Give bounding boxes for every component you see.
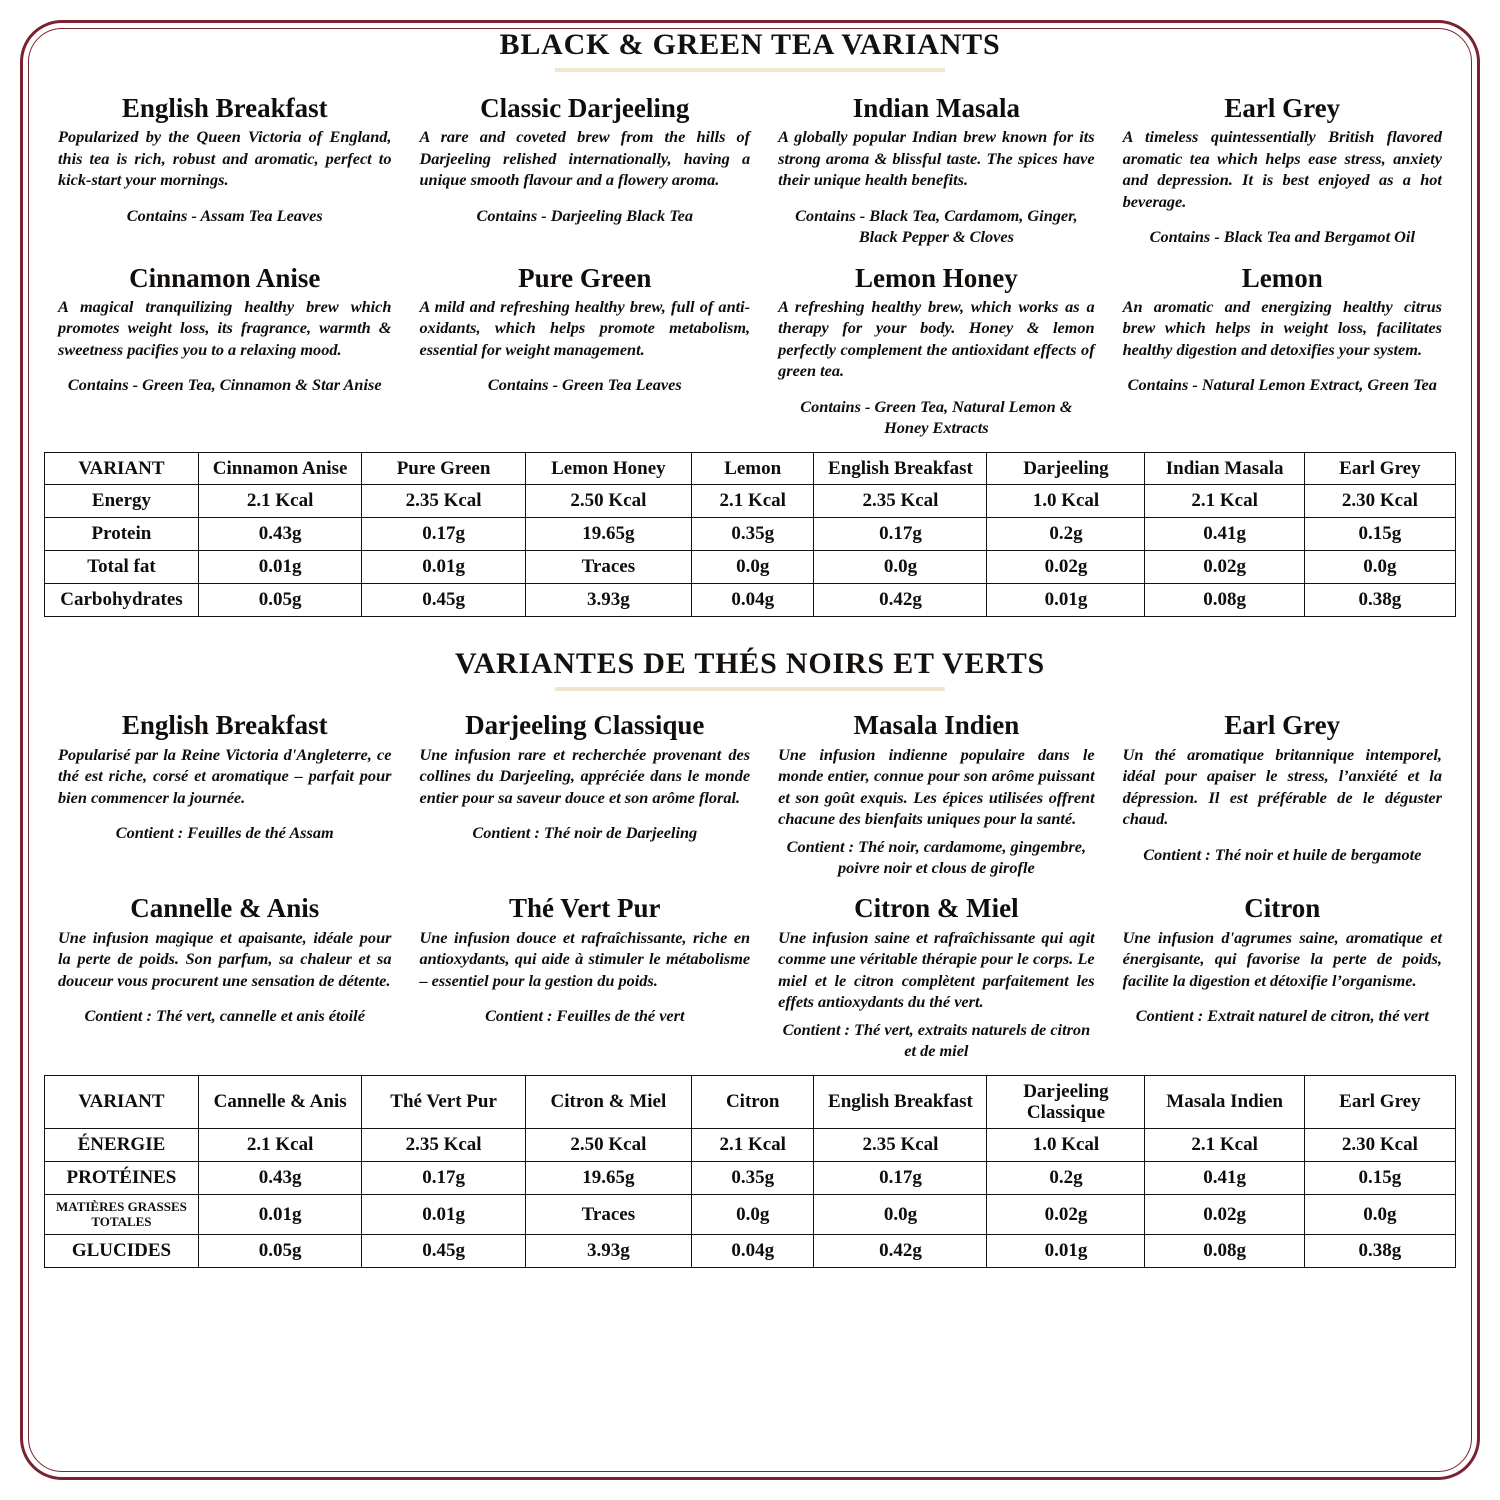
table-row: [45, 584, 1456, 617]
table-cell: 0.0g: [814, 551, 987, 584]
table-cell: 2.1 Kcal: [691, 485, 813, 518]
table-cell: 2.1 Kcal: [198, 485, 361, 518]
table-cell: 0.01g: [198, 1195, 361, 1235]
table-cell: 0.02g: [1145, 1195, 1304, 1235]
table-cell: 0.43g: [198, 1162, 361, 1195]
table-cell: 2.35 Kcal: [814, 485, 987, 518]
tea-card-earl-grey: [1109, 94, 1456, 248]
table-header-cell: VARIANT: [45, 453, 199, 485]
tea-name: English Breakfast: [121, 93, 328, 123]
table-cell: 0.01g: [987, 584, 1145, 617]
table-cell: 0.08g: [1145, 1234, 1304, 1267]
tea-card-english-breakfast-fr: [44, 711, 405, 878]
table-row-label: ÉNERGIE: [45, 1129, 199, 1162]
table-row: [45, 1162, 1456, 1195]
tea-name: Citron & Miel: [854, 893, 1019, 924]
table-row-label: PROTÉINES: [45, 1162, 199, 1195]
table-cell: 2.35 Kcal: [814, 1129, 987, 1162]
tea-name: Pure Green: [518, 262, 652, 293]
tea-name: Masala Indien: [853, 710, 1020, 741]
table-header-cell: Cannelle & Anis: [198, 1075, 361, 1129]
table-cell: 2.35 Kcal: [362, 1129, 525, 1162]
table-cell: 2.1 Kcal: [1145, 485, 1304, 518]
tea-description: Une infusion rare et recherchée provenant des collines du Darjeeling, appréciée dans le monde entier pour sa saveur douce et son arôme floral.: [419, 744, 751, 807]
table-cell: 0.0g: [691, 1195, 813, 1235]
table-cell: 0.42g: [814, 1234, 987, 1267]
tea-description: Une infusion d'agrumes saine, aromatique et énergisante, qui favorise la perte de poids, facilite la digestion et détoxifie l’organisme.: [1122, 927, 1442, 990]
table-header-cell: VARIANT: [45, 1075, 199, 1129]
tea-name: Earl Grey: [1224, 93, 1341, 123]
table-header-cell: Thé Vert Pur: [362, 1075, 525, 1129]
table-cell: 0.01g: [362, 1195, 525, 1235]
tea-description: A globally popular Indian brew known for its strong aroma & blissful taste. The spices have their unique health benefits.: [778, 127, 1095, 190]
table-header-cell: Cinnamon Anise: [198, 453, 361, 485]
table-cell: 19.65g: [525, 518, 691, 551]
tea-contains: Contient : Thé vert, cannelle et anis étoilé: [84, 1006, 365, 1025]
table-cell: 0.02g: [987, 551, 1145, 584]
table-row: [45, 485, 1456, 518]
table-row-label: GLUCIDES: [45, 1234, 199, 1267]
nutrition-table-french: [44, 1075, 1456, 1268]
table-cell: 0.04g: [691, 584, 813, 617]
tea-name: Citron: [1244, 893, 1321, 924]
table-cell: 0.41g: [1145, 1162, 1304, 1195]
table-row-label: Energy: [45, 485, 199, 518]
table-cell: 0.15g: [1304, 1162, 1455, 1195]
tea-card-lemon-honey: [764, 264, 1109, 439]
french-tea-row-2: [44, 894, 1456, 1061]
table-cell: 0.01g: [987, 1234, 1145, 1267]
table-header-cell: Citron & Miel: [525, 1075, 691, 1129]
table-header-cell: Masala Indien: [1145, 1075, 1304, 1129]
french-section-heading: [44, 647, 1456, 691]
table-header-cell: Citron: [691, 1075, 813, 1129]
tea-card-english-breakfast: [44, 94, 405, 248]
tea-card-indian-masala: [764, 94, 1109, 248]
table-cell: 0.02g: [987, 1195, 1145, 1235]
table-cell: 2.1 Kcal: [198, 1129, 361, 1162]
table-row: [45, 1234, 1456, 1267]
tea-card-citron: [1109, 894, 1456, 1061]
table-cell: 2.50 Kcal: [525, 1129, 691, 1162]
table-cell: 3.93g: [525, 584, 691, 617]
tea-contains: Contains - Green Tea, Natural Lemon & Honey Extracts: [800, 396, 1073, 438]
tea-name: English Breakfast: [121, 710, 328, 741]
tea-name: Thé Vert Pur: [509, 893, 661, 924]
table-cell: 0.17g: [362, 518, 525, 551]
table-cell: Traces: [525, 1195, 691, 1235]
table-cell: 0.02g: [1145, 551, 1304, 584]
table-row: [45, 518, 1456, 551]
heading-rule: [555, 68, 945, 72]
table-row: [45, 1195, 1456, 1235]
table-cell: 2.50 Kcal: [525, 485, 691, 518]
table-cell: 0.41g: [1145, 518, 1304, 551]
tea-description: A mild and refreshing healthy brew, full of anti-oxidants, which helps promote metabolism, essential for weight management.: [419, 296, 751, 359]
tea-description: Une infusion indienne populaire dans le monde entier, connue pour son arôme puissant et son goût exquis. Les épices utilisées offrent chacune des bienfaits uniques pour la santé.: [778, 744, 1095, 829]
table-cell: 19.65g: [525, 1162, 691, 1195]
tea-card-masala-indien: [764, 711, 1109, 878]
tea-description: Une infusion magique et apaisante, idéale pour la perte de poids. Son parfum, sa chaleur et sa douceur vous procurent une sensation de détente.: [58, 927, 392, 990]
table-cell: 0.05g: [198, 584, 361, 617]
table-cell: 0.17g: [814, 1162, 987, 1195]
tea-contains: Contains - Green Tea, Cinnamon & Star Anise: [67, 375, 382, 395]
tea-card-classic-darjeeling: [405, 94, 764, 248]
tea-name: Cannelle & Anis: [130, 893, 320, 924]
table-cell: 0.35g: [691, 518, 813, 551]
table-header-cell: Darjeeling Classique: [987, 1075, 1145, 1129]
tea-description: Une infusion douce et rafraîchissante, riche en antioxydants, qui aide à stimuler le métabolisme – essentiel pour la gestion du poids.: [419, 927, 751, 990]
tea-contains: Contient : Feuilles de thé Assam: [115, 823, 334, 843]
table-cell: 0.0g: [691, 551, 813, 584]
tea-contains: Contient : Thé noir de Darjeeling: [472, 823, 698, 843]
tea-description: An aromatic and energizing healthy citrus brew which helps in weight loss, facilitates healthy digestion and detoxifies your system.: [1122, 296, 1442, 359]
tea-description: Popularized by the Queen Victoria of England, this tea is rich, robust and aromatic, perfect to kick-start your mornings.: [58, 127, 392, 190]
tea-name: Earl Grey: [1224, 710, 1341, 741]
tea-description: A magical tranquilizing healthy brew which promotes weight loss, its fragrance, warmth & sweetness pacifies you to a relaxing mood.: [58, 296, 392, 359]
section-french: [44, 647, 1456, 1268]
table-header-cell: Lemon: [691, 453, 813, 485]
tea-name: Darjeeling Classique: [465, 710, 705, 741]
table-cell: 2.30 Kcal: [1304, 1129, 1455, 1162]
tea-name: Lemon Honey: [854, 262, 1018, 293]
table-cell: 0.0g: [1304, 551, 1455, 584]
table-header-row: [45, 1075, 1456, 1129]
table-cell: 0.45g: [362, 584, 525, 617]
tea-contains: Contains - Assam Tea Leaves: [126, 205, 323, 225]
tea-contains: Contient : Extrait naturel de citron, thé vert: [1135, 1006, 1429, 1025]
table-cell: 0.35g: [691, 1162, 813, 1195]
table-header-cell: Lemon Honey: [525, 453, 691, 485]
table-cell: 3.93g: [525, 1234, 691, 1267]
nutrition-table-english: [44, 452, 1456, 617]
table-header-cell: Darjeeling: [987, 453, 1145, 485]
tea-description: A refreshing healthy brew, which works as a therapy for your body. Honey & lemon perfectly complement the antioxidant effects of green tea.: [778, 296, 1095, 381]
table-cell: 0.15g: [1304, 518, 1455, 551]
french-tea-row-1: [44, 711, 1456, 878]
english-tea-row-1: [44, 94, 1456, 248]
table-cell: Traces: [525, 551, 691, 584]
table-cell: 0.38g: [1304, 584, 1455, 617]
table-header-cell: English Breakfast: [814, 1075, 987, 1129]
table-cell: 0.2g: [987, 518, 1145, 551]
english-tea-row-2: [44, 264, 1456, 439]
tea-contains: Contains - Black Tea, Cardamom, Ginger, Black Pepper & Cloves: [795, 205, 1078, 247]
table-cell: 0.17g: [814, 518, 987, 551]
tea-card-cannelle-anis: [44, 894, 405, 1061]
table-cell: 0.2g: [987, 1162, 1145, 1195]
table-cell: 0.0g: [1304, 1195, 1455, 1235]
table-header-cell: Earl Grey: [1304, 1075, 1455, 1129]
table-cell: 0.01g: [362, 551, 525, 584]
table-cell: 2.1 Kcal: [691, 1129, 813, 1162]
tea-description: A timeless quintessentially British flavored aromatic tea which helps ease stress, anxiety and depression. It is best enjoyed as a hot beverage.: [1122, 127, 1442, 211]
tea-description: Popularisé par la Reine Victoria d'Angleterre, ce thé est riche, corsé et aromatique – parfait pour bien commencer la journée.: [58, 744, 392, 807]
table-cell: 1.0 Kcal: [987, 485, 1145, 518]
tea-description: Une infusion saine et rafraîchissante qui agit comme une véritable thérapie pour le corps. Le miel et le citron complètent parfaitement les effets antioxydants du thé vert.: [778, 927, 1095, 1011]
table-row-label: Total fat: [45, 551, 199, 584]
tea-card-pure-green: [405, 264, 764, 439]
tea-contains: Contains - Darjeeling Black Tea: [476, 205, 694, 225]
english-heading-text: BLACK & GREEN TEA VARIANTS: [499, 28, 1001, 61]
tea-name: Indian Masala: [852, 93, 1021, 123]
tea-contains: Contains - Natural Lemon Extract, Green Tea: [1127, 375, 1437, 395]
french-heading-text: VARIANTES DE THÉS NOIRS ET VERTS: [454, 647, 1046, 681]
tea-contains: Contient : Thé noir, cardamome, gingembre, poivre noir et clous de girofle: [786, 836, 1087, 877]
tea-name: Lemon: [1241, 262, 1323, 293]
table-header-cell: Earl Grey: [1304, 453, 1455, 485]
table-row-label: Protein: [45, 518, 199, 551]
table-cell: 2.35 Kcal: [362, 485, 525, 518]
table-cell: 0.45g: [362, 1234, 525, 1267]
table-cell: 2.30 Kcal: [1304, 485, 1455, 518]
tea-name: Cinnamon Anise: [129, 262, 321, 293]
table-cell: 0.08g: [1145, 584, 1304, 617]
tea-name: Classic Darjeeling: [480, 93, 690, 123]
table-cell: 0.17g: [362, 1162, 525, 1195]
table-cell: 0.05g: [198, 1234, 361, 1267]
table-cell: 0.01g: [198, 551, 361, 584]
tea-card-darjeeling-classique: [405, 711, 764, 878]
tea-contains: Contains - Green Tea Leaves: [487, 375, 682, 395]
tea-card-lemon: [1109, 264, 1456, 439]
table-header-row: [45, 453, 1456, 485]
english-section-heading: [44, 28, 1456, 72]
tea-contains: Contains - Black Tea and Bergamot Oil: [1149, 227, 1415, 247]
table-cell: 0.04g: [691, 1234, 813, 1267]
tea-contains: Contient : Thé vert, extraits naturels de citron et de miel: [782, 1019, 1091, 1060]
table-cell: 0.42g: [814, 584, 987, 617]
table-cell: 0.43g: [198, 518, 361, 551]
tea-description: A rare and coveted brew from the hills of Darjeeling relished internationally, having a unique smooth flavour and a flowery aroma.: [419, 127, 751, 190]
tea-description: Un thé aromatique britannique intemporel, idéal pour apaiser le stress, l’anxiété et la dépression. Il est préférable de le déguster chaud.: [1122, 744, 1442, 829]
table-cell: 0.0g: [814, 1195, 987, 1235]
heading-rule: [555, 687, 945, 691]
table-header-cell: Pure Green: [362, 453, 525, 485]
tea-card-earl-grey-fr: [1109, 711, 1456, 878]
table-cell: 0.38g: [1304, 1234, 1455, 1267]
table-header-cell: Indian Masala: [1145, 453, 1304, 485]
table-row: [45, 551, 1456, 584]
tea-card-the-vert-pur: [405, 894, 764, 1061]
tea-card-citron-miel: [764, 894, 1109, 1061]
section-english: [44, 28, 1456, 617]
tea-contains: Contient : Feuilles de thé vert: [485, 1006, 685, 1025]
tea-menu-page: [44, 28, 1456, 1472]
tea-card-cinnamon-anise: [44, 264, 405, 439]
table-row-label: MATIÈRES GRASSES TOTALES: [45, 1195, 199, 1235]
table-row-label: Carbohydrates: [45, 584, 199, 617]
tea-contains: Contient : Thé noir et huile de bergamote: [1143, 844, 1422, 864]
table-cell: 2.1 Kcal: [1145, 1129, 1304, 1162]
table-cell: 1.0 Kcal: [987, 1129, 1145, 1162]
table-header-cell: English Breakfast: [814, 453, 987, 485]
table-row: [45, 1129, 1456, 1162]
